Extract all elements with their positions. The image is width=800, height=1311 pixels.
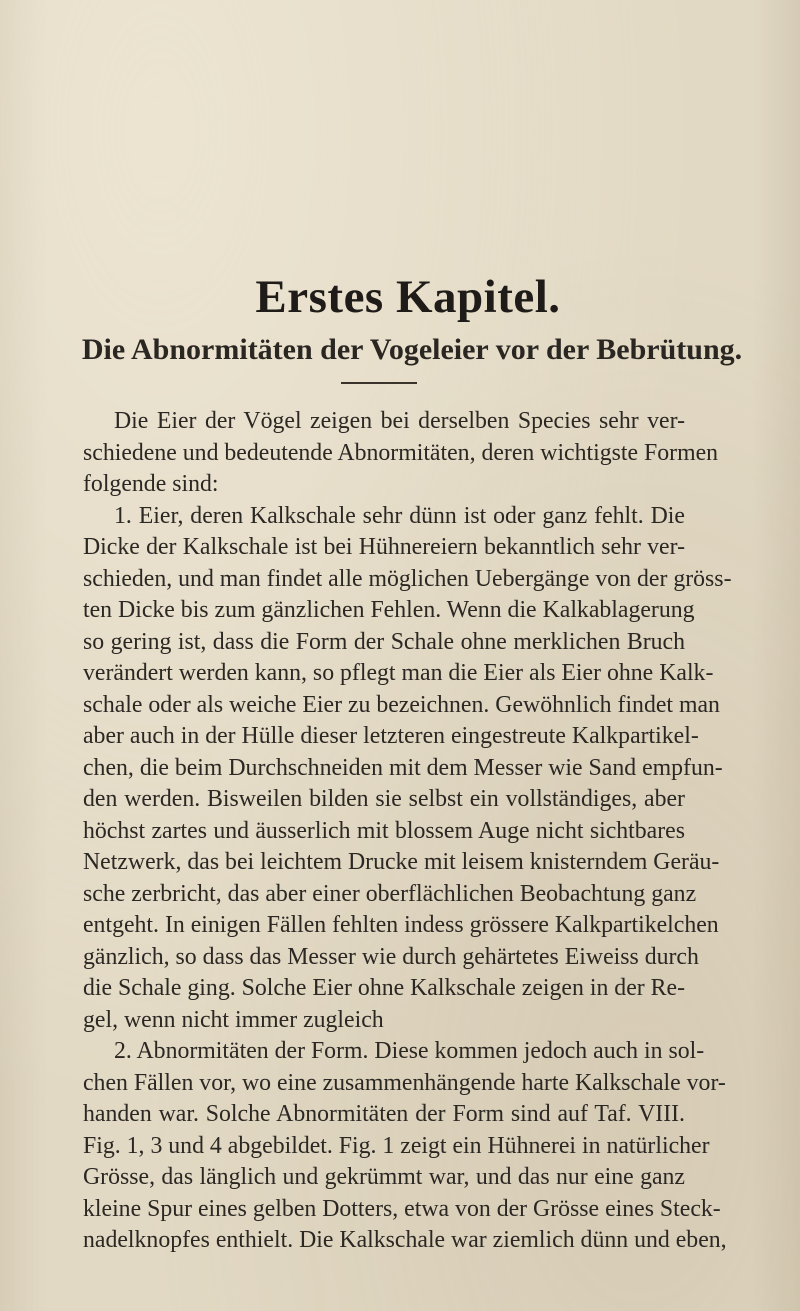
text-line: schieden, und man findet alle möglichen Uebergänge von der gröss- [83, 565, 732, 592]
text-line: 2. Abnormitäten der Form. Diese kommen jedoch auch in sol- [114, 1038, 705, 1064]
text-line: höchst zartes und äusserlich mit blossem Auge nicht sichtbares [83, 817, 685, 844]
text-line: entgeht. In einigen Fällen fehlten indess grössere Kalkpartikelchen [83, 912, 719, 938]
text-line: gänzlich, so dass das Messer wie durch gehärtetes Eiweiss durch [83, 943, 699, 970]
text-line: den werden. Bisweilen bilden sie selbst ein vollständiges, aber [83, 786, 685, 812]
text-line: ten Dicke bis zum gänzlichen Fehlen. Wenn die Kalkablagerung [83, 597, 695, 623]
body-text [83, 406, 732, 1257]
text-line: 1. Eier, deren Kalkschale sehr dünn ist oder ganz fehlt. Die [114, 502, 685, 529]
text-line: verändert werden kann, so pflegt man die Eier als Eier ohne Kalk- [83, 660, 714, 686]
text-line: folgende sind: [83, 471, 219, 497]
chapter-subtitle: Die Abnormitäten der Vogeleier vor der Bebrütung. [81, 333, 743, 366]
text-line: Fig. 1, 3 und 4 abgebildet. Fig. 1 zeigt ein Hühnerei in natürlicher [83, 1132, 710, 1159]
text-line: chen, die beim Durchschneiden mit dem Messer wie Sand empfun- [83, 754, 723, 781]
text-line: so gering ist, dass die Form der Schale ohne merklichen Bruch [83, 628, 685, 655]
text-line: nadelknopfes enthielt. Die Kalkschale war ziemlich dünn und eben, [83, 1227, 727, 1253]
text-line: Grösse, das länglich und gekrümmt war, und das nur eine ganz [83, 1164, 685, 1190]
text-line: schiedene und bedeutende Abnormitäten, deren wichtigste Formen [83, 439, 719, 466]
text-line: handen war. Solche Abnormitäten der Form sind auf Taf. VIII. [83, 1101, 685, 1127]
chapter-title: Erstes Kapitel. [255, 271, 561, 323]
text-line: gel, wenn nicht immer zugleich [83, 1006, 384, 1033]
text-line: chen Fällen vor, wo eine zusammenhängende harte Kalkschale vor- [83, 1069, 726, 1096]
text-line: Die Eier der Vögel zeigen bei derselben Species sehr ver- [114, 408, 685, 434]
text-line: kleine Spur eines gelben Dotters, etwa von der Grösse eines Steck- [83, 1195, 721, 1222]
section-divider [341, 382, 417, 384]
text-line: schale oder als weiche Eier zu bezeichnen. Gewöhnlich findet man [83, 691, 720, 718]
text-line: aber auch in der Hülle dieser letzteren eingestreute Kalkpartikel- [83, 723, 699, 749]
text-line: Netzwerk, das bei leichtem Drucke mit leisem knisterndem Geräu- [83, 849, 720, 875]
text-line: Dicke der Kalkschale ist bei Hühnereiern bekanntlich sehr ver- [83, 534, 685, 560]
text-line: sche zerbricht, das aber einer oberflächlichen Beobachtung ganz [83, 880, 697, 907]
text-line: die Schale ging. Solche Eier ohne Kalkschale zeigen in der Re- [83, 975, 685, 1001]
